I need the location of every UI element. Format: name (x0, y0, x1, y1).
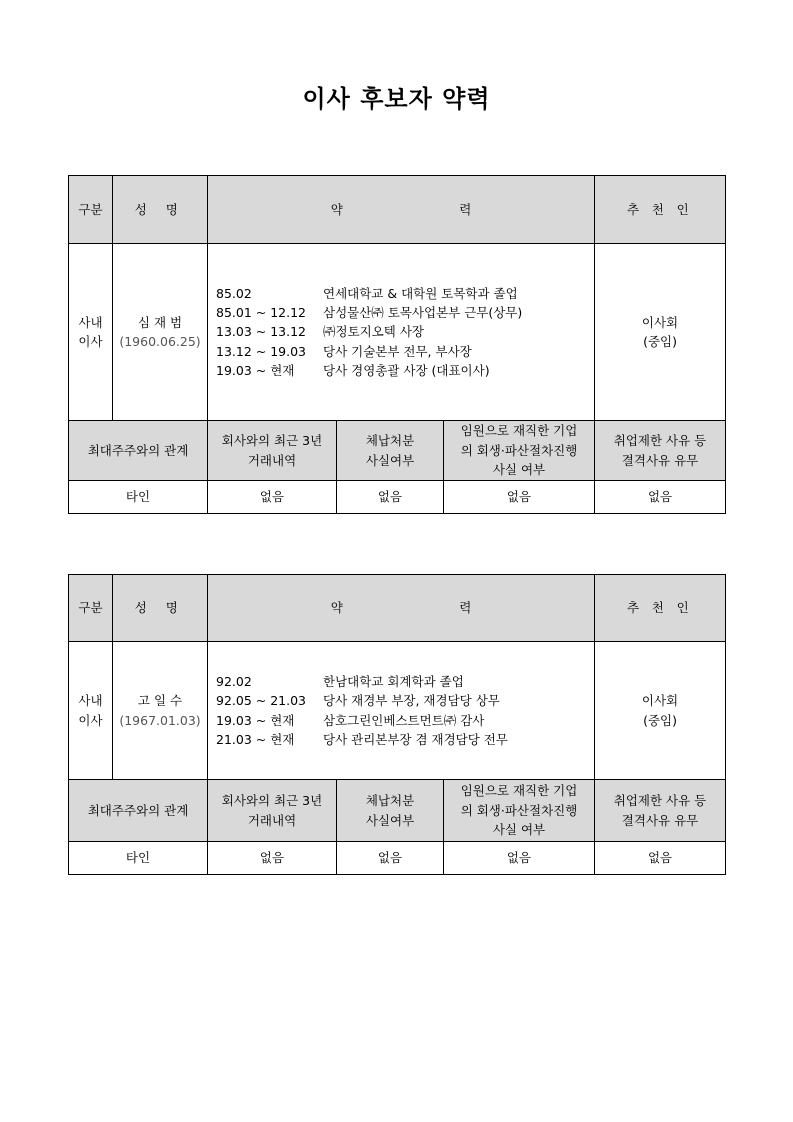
transactions-value: 없음 (208, 842, 337, 875)
header-transactions: 회사와의 최근 3년 거래내역 (208, 780, 337, 842)
category-cell: 사내 이사 (69, 642, 113, 780)
candidate-table-1 (68, 175, 726, 514)
bankruptcy-value: 없음 (444, 842, 595, 875)
header-name: 성 명 (113, 176, 208, 244)
header-career: 약 력 (208, 575, 595, 642)
header-disqualification: 취업제한 사유 등 결격사유 유무 (595, 780, 726, 842)
header-bankruptcy: 임원으로 재직한 기업 의 회생·파산절차진행 사실 여부 (444, 421, 595, 481)
career-entry: 13.12 ~ 19.03 당사 기술본부 전무, 부사장 (216, 343, 472, 359)
header-disqualification: 취업제한 사유 등 결격사유 유무 (595, 421, 726, 481)
career-cell (208, 642, 595, 780)
career-entry: 92.02 한남대학교 회계학과 졸업 (216, 673, 464, 689)
career-entry: 19.03 ~ 현재 삼호그린인베스트먼트㈜ 감사 (216, 712, 485, 728)
recommender-cell: 이사회 (중임) (595, 244, 726, 421)
header-relation: 최대주주와의 관계 (69, 421, 208, 481)
transactions-value: 없음 (208, 481, 337, 514)
candidate-name: 고 일 수 (137, 693, 183, 709)
career-entry: 92.05 ~ 21.03 당사 재경부 부장, 재경담당 상무 (216, 693, 500, 709)
recommender-cell: 이사회 (중임) (595, 642, 726, 780)
tax-value: 없음 (337, 842, 444, 875)
birth-date: (1960.06.25) (119, 334, 201, 349)
disqualification-value: 없음 (595, 842, 726, 875)
header-bankruptcy: 임원으로 재직한 기업 의 회생·파산절차진행 사실 여부 (444, 780, 595, 842)
header-name: 성 명 (113, 575, 208, 642)
name-cell (113, 244, 208, 421)
page-title: 이사 후보자 약력 (302, 85, 491, 113)
relation-value: 타인 (69, 842, 208, 875)
header-career: 약 력 (208, 176, 595, 244)
career-entry: 85.02 연세대학교 & 대학원 토목학과 졸업 (216, 285, 518, 301)
tax-value: 없음 (337, 481, 444, 514)
header-relation: 최대주주와의 관계 (69, 780, 208, 842)
relation-value: 타인 (69, 481, 208, 514)
career-cell (208, 244, 595, 421)
header-recommender: 추 천 인 (595, 176, 726, 244)
name-cell (113, 642, 208, 780)
header-category: 구분 (69, 575, 113, 642)
header-category: 구분 (69, 176, 113, 244)
birth-date: (1967.01.03) (119, 712, 201, 728)
bankruptcy-value: 없음 (444, 481, 595, 514)
career-entry: 21.03 ~ 현재 당사 관리본부장 겸 재경담당 전무 (216, 731, 508, 747)
career-entry: 19.03 ~ 현재 당사 경영총괄 사장 (대표이사) (216, 363, 490, 379)
career-entry: 13.03 ~ 13.12 ㈜정토지오텍 사장 (216, 324, 424, 340)
header-recommender: 추 천 인 (595, 575, 726, 642)
candidate-table-2 (68, 574, 726, 875)
career-entry: 85.01 ~ 12.12 삼성물산㈜ 토목사업본부 근무(상무) (216, 304, 523, 320)
header-tax: 체납처분 사실여부 (337, 421, 444, 481)
disqualification-value: 없음 (595, 481, 726, 514)
category-cell: 사내 이사 (69, 244, 113, 421)
header-transactions: 회사와의 최근 3년 거래내역 (208, 421, 337, 481)
candidate-name: 심 재 범 (137, 314, 183, 330)
header-tax: 체납처분 사실여부 (337, 780, 444, 842)
